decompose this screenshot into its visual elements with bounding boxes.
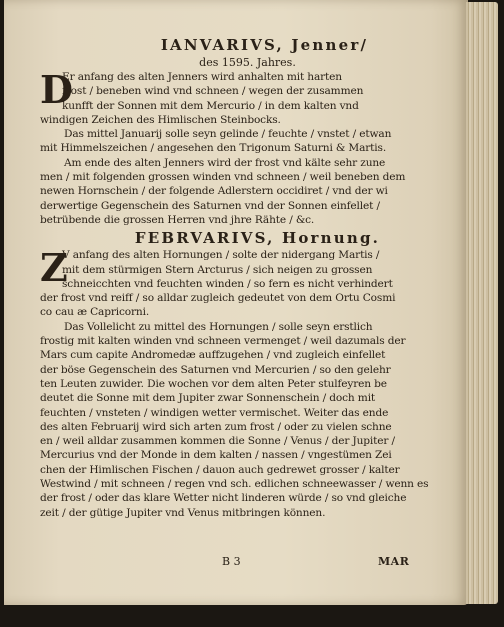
- text-line: Mars cum capite Andromedæ auffzugehen / vnd zugleich einfellet: [40, 349, 386, 362]
- text-line: mit Himmelszeichen / angesehen den Trigonum Saturni & Martis.: [40, 142, 387, 155]
- text-line: frostig mit kalten winden vnd schneen vermenget / weil dazumals der: [40, 335, 406, 348]
- text-line: derwertige Gegenschein des Saturnen vnd der Sonnen einfellet /: [40, 199, 380, 212]
- text-line: schneicchten vnd feuchten winden / so fern es nicht verhindert: [62, 277, 393, 290]
- page-footer: [40, 555, 460, 571]
- text-line: V anfang des alten Hornungen / solte der nidergang Martis /: [62, 249, 380, 262]
- signature-mark: B 3: [222, 555, 241, 568]
- text-line: der böse Gegenschein des Saturnen vnd Mercurien / so den gelehr: [40, 363, 391, 376]
- text-line: Westwind / mit schneen / regen vnd sch. edlichen schneewasser / wenn es: [40, 478, 429, 491]
- text-line: windigen Zeichen des Himlischen Steinbocks.: [40, 113, 281, 126]
- text-line: en / weil alldar zusammen kommen die Sonne / Venus / der Jupiter /: [40, 435, 395, 448]
- text-line: der frost / oder das klare Wetter nicht linderen würde / so vnd gleiche: [40, 492, 407, 505]
- year-line: des 1595. Jahres.: [199, 56, 296, 69]
- catchword: MAR: [378, 555, 410, 568]
- text-line: Das mittel Januarij solle seyn gelinde / feuchte / vnstet / etwan: [64, 128, 392, 141]
- text-line: feuchten / vnsteten / windigen wetter vermischet. Weiter das ende: [40, 406, 389, 419]
- text-line: chen der Himlischen Fischen / dauon auch gedrewet grosser / kalter: [40, 463, 400, 476]
- text-line: newen Hornschein / der folgende Adlerstern occidiret / vnd der wi: [40, 185, 388, 198]
- text-line: Mercurius vnd der Monde in dem kalten / nassen / vngestümen Zei: [40, 449, 392, 462]
- dropcap-z: Z: [40, 245, 68, 291]
- text-line: mit dem stürmigen Stern Arcturus / sich neigen zu grossen: [62, 263, 373, 276]
- text-line: der frost vnd reiff / so alldar zugleich gedeutet von dem Ortu Cosmi: [40, 292, 396, 305]
- heading-february: FEBRVARIVS, Hornung.: [134, 229, 381, 248]
- text-line: betrübende die grossen Herren vnd jhre Rähte / &c.: [40, 213, 315, 226]
- text-line: Er anfang des alten Jenners wird anhalten mit harten: [62, 71, 342, 83]
- january-paragraph: [40, 67, 455, 227]
- text-line: co cau æ Capricorni.: [40, 306, 150, 319]
- text-line: frost / beneben wind vnd schneen / wegen der zusammen: [62, 85, 364, 98]
- text-line: men / mit folgenden grossen winden vnd schneen / weil beneben dem: [40, 171, 406, 184]
- february-paragraph: [40, 245, 455, 520]
- text-line: des alten Februarij wird sich arten zum frost / oder zu vielen schne: [40, 420, 392, 433]
- text-line: Am ende des alten Jenners wird der frost vnd kälte sehr zune: [64, 156, 386, 169]
- text-line: zeit / der gütige Jupiter vnd Venus mitbringen können.: [40, 506, 326, 519]
- page-edges: [466, 2, 498, 604]
- text-line: deutet die Sonne mit dem Jupiter zwar Sonnenschein / doch mit: [40, 392, 376, 405]
- text-line: Das Vollelicht zu mittel des Hornungen / solle seyn erstlich: [64, 320, 373, 333]
- text-line: ten Leuten zuwider. Die wochen vor dem alten Peter stulfeyren be: [40, 377, 387, 390]
- page-text: [40, 36, 455, 520]
- heading-january: IANVARIVS, Jenner/: [160, 36, 369, 54]
- text-line: kunfft der Sonnen mit dem Mercurio / in dem kalten vnd: [62, 99, 359, 112]
- dropcap-d: D: [40, 67, 73, 112]
